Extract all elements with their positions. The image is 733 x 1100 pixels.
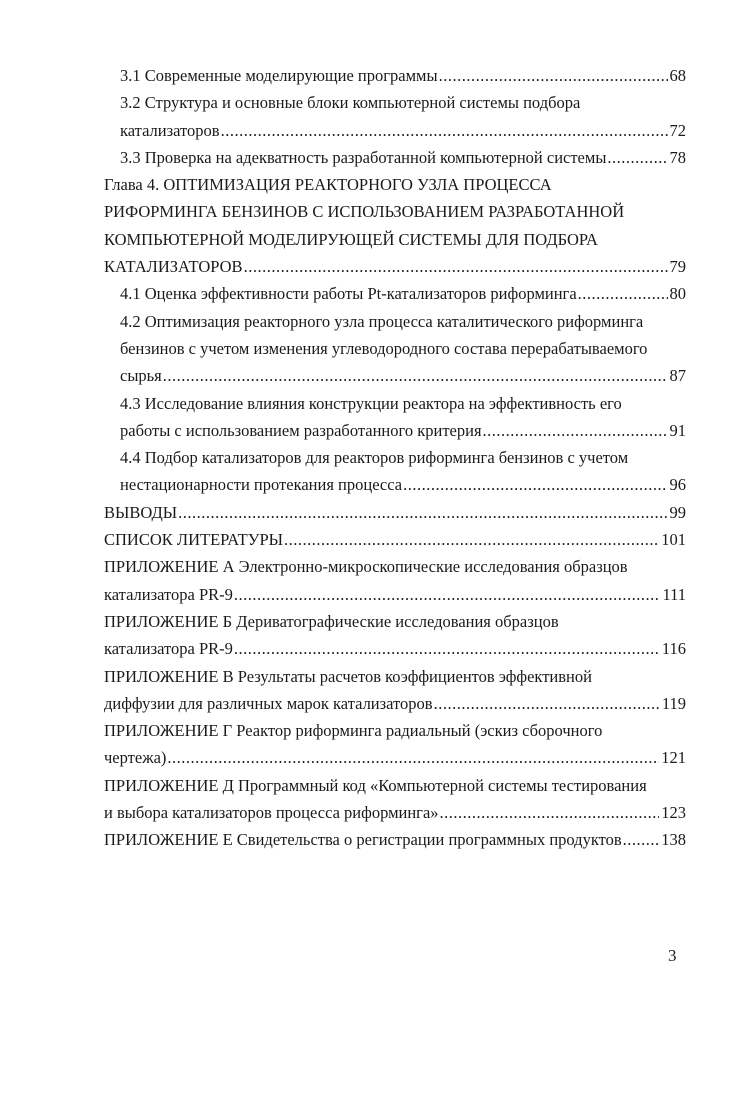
toc-page-number: 138 <box>661 830 686 850</box>
toc-entry-text-line: ПРИЛОЖЕНИЕ Б Дериватографические исследования образцов <box>104 611 559 631</box>
dot-leader <box>403 471 667 498</box>
toc-entry-last-line <box>104 826 686 853</box>
toc-entry-text-line: РИФОРМИНГА БЕНЗИНОВ С ИСПОЛЬЗОВАНИЕМ РАЗРАБОТАННОЙ <box>104 202 625 222</box>
toc-page-number: 91 <box>669 420 686 440</box>
toc-entry-last-line <box>120 62 686 89</box>
toc-entry-title: и выбора катализаторов процесса риформинга» <box>104 803 439 823</box>
toc-entry[interactable] <box>104 280 686 307</box>
toc-entry-text-line: бензинов с учетом изменения углеводородного состава перерабатываемого <box>120 338 648 358</box>
dot-leader <box>607 144 667 171</box>
toc-entry[interactable] <box>104 826 686 853</box>
dot-leader <box>234 635 660 662</box>
toc-page-number: 79 <box>669 257 686 277</box>
toc-entry-title: ПРИЛОЖЕНИЕ Е Свидетельства о регистрации программных продуктов <box>104 830 622 850</box>
toc-entry-last-line <box>120 280 686 307</box>
dot-leader <box>163 362 668 389</box>
toc-page-number: 116 <box>661 639 686 659</box>
toc-page-number: 78 <box>669 147 686 167</box>
dot-leader <box>439 62 668 89</box>
toc-entry-last-line <box>104 744 686 771</box>
toc-entry-last-line <box>104 799 686 826</box>
toc-entry[interactable] <box>104 171 686 280</box>
toc-entry-text-line: ПРИЛОЖЕНИЕ В Результаты расчетов коэффициентов эффективной <box>104 666 592 686</box>
toc-entry-title: СПИСОК ЛИТЕРАТУРЫ <box>104 530 284 550</box>
toc-entry-text-line: 3.2 Структура и основные блоки компьютерной системы подбора <box>120 93 581 113</box>
toc-entry-title: катализатора PR-9 <box>104 584 233 604</box>
toc-entry[interactable] <box>104 444 686 499</box>
dot-leader <box>434 690 660 717</box>
toc-page-number: 101 <box>661 530 686 550</box>
table-of-contents <box>104 62 686 854</box>
toc-entry-last-line <box>104 635 686 662</box>
dot-leader <box>483 417 668 444</box>
toc-entry-last-line <box>104 581 686 608</box>
toc-entry[interactable] <box>104 499 686 526</box>
toc-page-number: 72 <box>669 120 686 140</box>
toc-entry-text-line: ПРИЛОЖЕНИЕ Г Реактор риформинга радиальный (эскиз сборочного <box>104 721 603 741</box>
toc-page-number: 80 <box>669 284 686 304</box>
toc-entry-last-line <box>104 499 686 526</box>
toc-entry[interactable] <box>104 663 686 718</box>
toc-entry-title: ВЫВОДЫ <box>104 502 178 522</box>
toc-entry-title: работы с использованием разработанного критерия <box>120 420 482 440</box>
toc-entry-last-line <box>104 253 686 280</box>
toc-page-number: 68 <box>669 66 686 85</box>
toc-entry[interactable] <box>104 308 686 390</box>
toc-entry-title: 4.1 Оценка эффективности работы Pt-катализаторов риформинга <box>120 284 577 304</box>
toc-entry-last-line <box>120 362 686 389</box>
toc-entry-last-line <box>120 117 686 144</box>
toc-entry[interactable] <box>104 526 686 553</box>
toc-entry[interactable] <box>104 144 686 171</box>
toc-entry-last-line <box>120 144 686 171</box>
toc-entry-title: сырья <box>120 366 162 386</box>
toc-entry-text-line: 4.3 Исследование влияния конструкции реактора на эффективность его <box>120 393 622 413</box>
dot-leader <box>221 117 668 144</box>
dot-leader <box>623 826 660 853</box>
toc-entry-title: катализатора PR-9 <box>104 639 233 659</box>
toc-page-number: 99 <box>669 502 686 522</box>
toc-entry[interactable] <box>104 772 686 827</box>
toc-entry-title: чертежа) <box>104 748 167 768</box>
toc-page-number: 121 <box>661 748 686 768</box>
toc-entry-last-line <box>104 526 686 553</box>
dot-leader <box>234 581 661 608</box>
toc-entry-text-line: КОМПЬЮТЕРНОЙ МОДЕЛИРУЮЩЕЙ СИСТЕМЫ ДЛЯ ПОДБОРА <box>104 229 598 249</box>
toc-entry-title: диффузии для различных марок катализаторов <box>104 693 433 713</box>
toc-entry-last-line <box>104 690 686 717</box>
dot-leader <box>178 499 667 526</box>
toc-entry[interactable] <box>104 717 686 772</box>
toc-entry[interactable] <box>104 390 686 445</box>
toc-entry-text-line: ПРИЛОЖЕНИЕ Д Программный код «Компьютерной системы тестирования <box>104 775 647 795</box>
dot-leader <box>578 280 668 307</box>
toc-entry-title: 3.3 Проверка на адекватность разработанной компьютерной системы <box>120 147 607 167</box>
toc-entry-title: нестационарности протекания процесса <box>120 475 403 495</box>
page-number: 3 <box>668 946 677 965</box>
toc-entry-title: 3.1 Современные моделирующие программы <box>120 66 438 85</box>
toc-entry[interactable] <box>104 608 686 663</box>
toc-page-number: 87 <box>669 366 686 386</box>
toc-entry[interactable] <box>104 89 686 144</box>
toc-entry[interactable] <box>104 62 686 89</box>
toc-page-number: 111 <box>662 584 686 604</box>
toc-entry-text-line: ПРИЛОЖЕНИЕ А Электронно-микроскопические исследования образцов <box>104 557 628 577</box>
toc-entry-last-line <box>120 471 686 498</box>
dot-leader <box>167 744 659 771</box>
toc-entry-title: КАТАЛИЗАТОРОВ <box>104 257 243 277</box>
toc-entry-last-line <box>120 417 686 444</box>
toc-entry[interactable] <box>104 553 686 608</box>
dot-leader <box>284 526 659 553</box>
dot-leader <box>244 253 668 280</box>
toc-entry-text-line: 4.4 Подбор катализаторов для реакторов риформинга бензинов с учетом <box>120 448 629 468</box>
toc-page-number: 123 <box>661 803 686 823</box>
toc-entry-title: катализаторов <box>120 120 220 140</box>
dot-leader <box>440 799 660 826</box>
toc-entry-text-line: 4.2 Оптимизация реакторного узла процесса каталитического риформинга <box>120 311 644 331</box>
toc-page-number: 96 <box>669 475 686 495</box>
toc-page-number: 119 <box>661 693 686 713</box>
toc-entry-text-line: Глава 4. ОПТИМИЗАЦИЯ РЕАКТОРНОГО УЗЛА ПРОЦЕССА <box>104 175 552 195</box>
